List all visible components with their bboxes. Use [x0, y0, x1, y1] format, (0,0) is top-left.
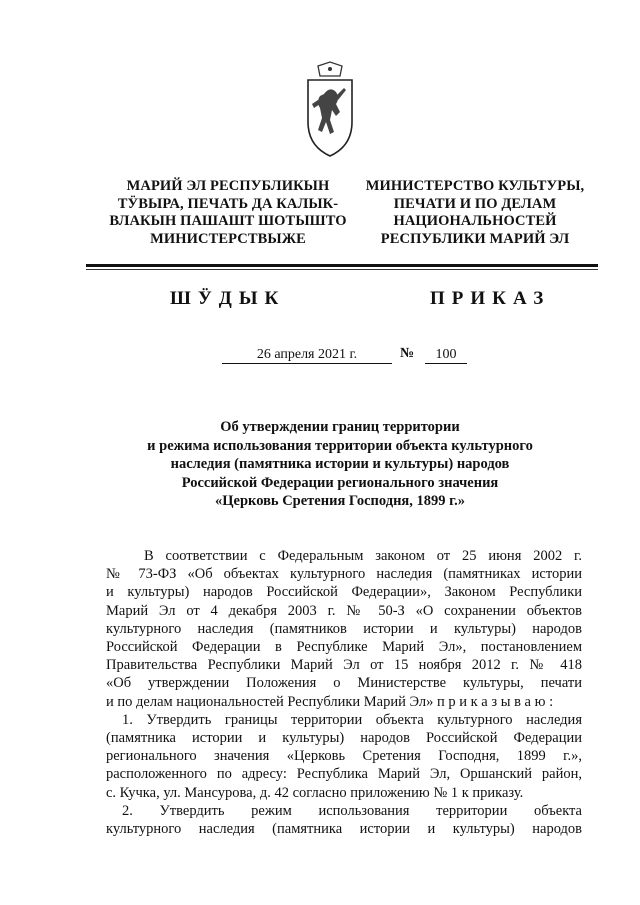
body-line: регионального значения «Церковь Сретения Господня, 1899 г.», — [106, 748, 582, 765]
title-line: Об утверждении границ территории — [220, 419, 460, 435]
title-line: наследия (памятника истории и культуры) народов — [170, 456, 510, 472]
order-date: 26 апреля 2021 г. — [222, 346, 392, 364]
body-line: (памятника истории и культуры) народов Российской Федерации — [106, 730, 582, 747]
body-line: и по делам национальностей Республики Марий Эл» п р и к а з ы в а ю : — [106, 693, 554, 710]
header-right-line: НАЦИОНАЛЬНОСТЕЙ — [393, 213, 557, 229]
body-line: культурного наследия (памятника истории и культуры) народов — [106, 821, 582, 838]
header-right-ministry-russian — [355, 178, 595, 248]
body-line: с. Кучка, ул. Мансурова, д. 42 согласно приложению № 1 к приказу. — [106, 784, 524, 801]
body-line: 1. Утвердить границы территории объекта культурного наследия — [122, 711, 582, 728]
title-line: Российской Федерации регионального значения — [181, 474, 499, 491]
body-line: расположенного по адресу: Республика Марий Эл, Оршанский район, — [106, 766, 582, 783]
coat-of-arms-icon — [300, 60, 360, 160]
body-line: и культуры) народов Российской Федерации», Законом Республики — [106, 584, 582, 601]
body-line: 2. Утвердить режим использования территории объекта — [122, 802, 582, 819]
number-sign: № — [400, 346, 415, 361]
header-left-line: ВЛАКЫН ПАШАШТ ШОТЫШТО — [109, 213, 347, 229]
header-right-line: ПЕЧАТИ И ПО ДЕЛАМ — [393, 195, 557, 212]
document-body — [106, 547, 582, 838]
body-line: Марий Эл от 4 декабря 2003 г. № 50-З «О сохранении объектов — [106, 602, 582, 619]
header-left-line: МАРИЙ ЭЛ РЕСПУБЛИКЫН — [126, 178, 330, 194]
body-line: № 73-ФЗ «Об объектах культурного наследия (памятниках истории — [106, 566, 582, 583]
header-right-line: РЕСПУБЛИКИ МАРИЙ ЭЛ — [380, 230, 570, 247]
order-number: 100 — [425, 346, 467, 364]
body-line: Российской Федерации в Республике Марий Эл», постановлением — [106, 639, 582, 656]
header-divider-thick — [86, 264, 598, 267]
body-line: культурного наследия (памятников истории и культуры) народов — [106, 620, 582, 637]
header-right-line: МИНИСТЕРСТВО КУЛЬТУРЫ, — [365, 178, 585, 194]
header-left-ministry-mari — [108, 178, 348, 248]
title-line: и режима использования территории объекта культурного — [147, 437, 533, 454]
body-line: Правительства Республики Марий Эл от 15 ноября 2012 г. № 418 — [106, 657, 582, 674]
header-divider-thin — [86, 269, 598, 270]
header-left-line: МИНИСТЕРСТВЫЖЕ — [150, 230, 306, 247]
header-left-line: ТӰВЫРА, ПЕЧАТЬ ДА КАЛЫК- — [117, 195, 339, 212]
document-title — [100, 418, 580, 511]
doc-type-mari: ШӰДЫК — [170, 288, 286, 309]
doc-type-russian: ПРИКАЗ — [430, 288, 551, 309]
title-line: «Церковь Сретения Господня, 1899 г.» — [215, 493, 465, 509]
body-line: В соответствии с Федеральным законом от 25 июня 2002 г. — [144, 548, 582, 564]
body-line: «Об утверждении Положения о Министерстве культуры, печати — [106, 675, 582, 692]
